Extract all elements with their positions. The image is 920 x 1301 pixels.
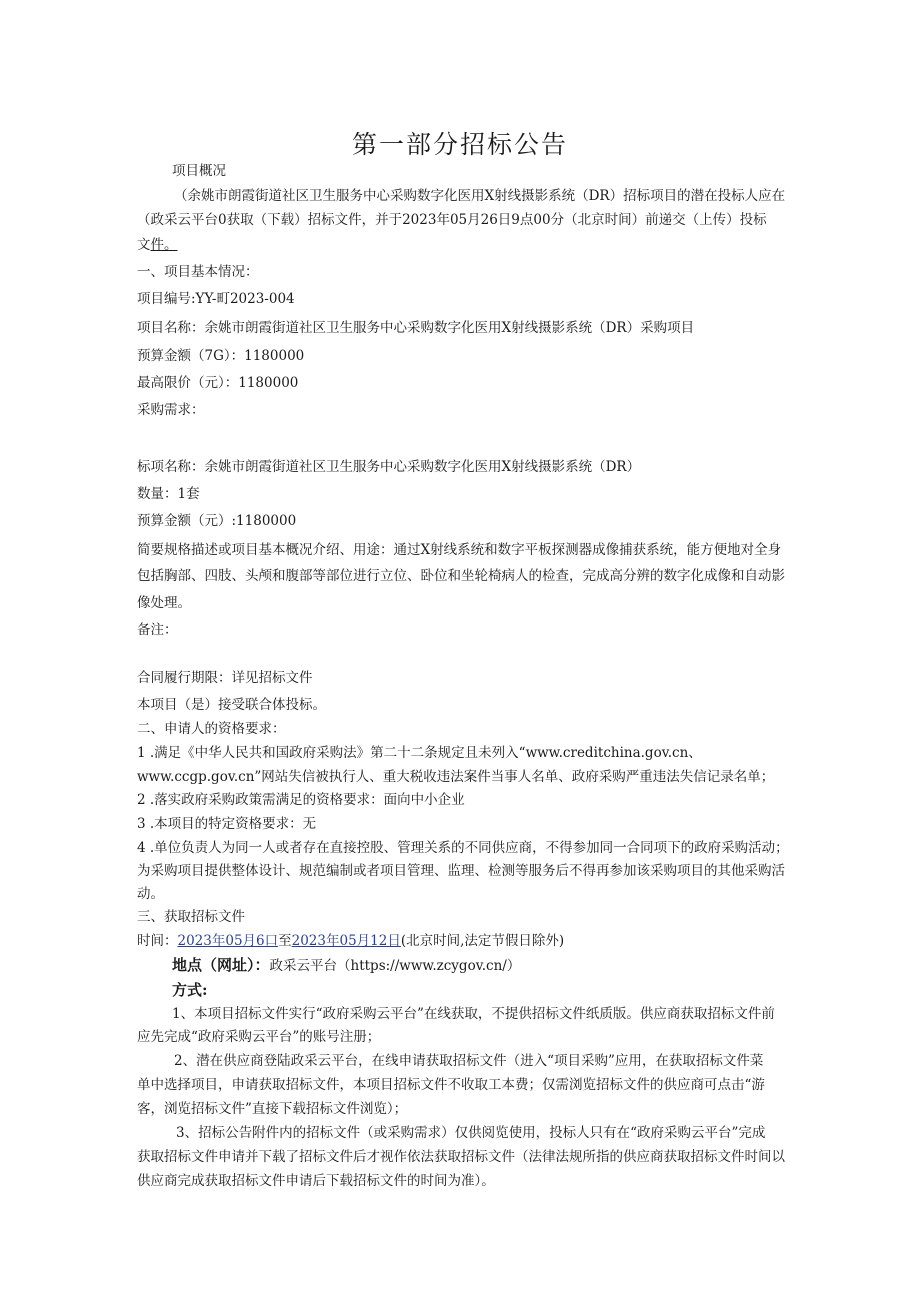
time-note: (北京时间,法定节假日除外) xyxy=(400,933,565,949)
lot-quantity: 数量：1套 xyxy=(137,486,200,502)
section-1-heading: 一、项目基本情况： xyxy=(137,264,259,280)
method-1-line-2: 应先完成“政府采购云平台”的账号注册； xyxy=(137,1029,381,1045)
joint-bidding: 本项目（是）接受联合体投标。 xyxy=(137,697,326,713)
description-line-3: 像处理。 xyxy=(137,595,191,611)
date-start-link[interactable]: 2023年05月6口 xyxy=(177,933,279,949)
page-title: 第一部分招标公告 xyxy=(351,129,568,159)
section-3-heading: 三、获取招标文件 xyxy=(137,909,245,925)
description-line-1: 简要规格描述或项目基本概况介绍、用途：通过X射线系统和数字平板探测器成像捕获系统，能方便地对全身 xyxy=(137,542,782,558)
lot-name: 标项名称：余姚市朗霞街道社区卫生服务中心采购数字化医用X射线摄影系统（DR） xyxy=(137,459,641,475)
overview-heading: 项目概况 xyxy=(172,163,226,179)
requirement-1-line-2: www.ccgp.gov.cn”网站失信被执行人、重大税收违法案件当事人名单、政府采购严重违法失信记录名单； xyxy=(137,769,775,785)
budget-amount: 预算金额（7G）：1180000 xyxy=(137,348,305,364)
requirement-1-line-1: 1 .满足《中华人民共和国政府采购法》第二十二条规定且未列入“www.creditchina.gov.cn、 xyxy=(137,745,702,761)
date-separator: 至 xyxy=(278,933,292,949)
requirement-3: 3 .本项目的特定资格要求：无 xyxy=(137,816,317,832)
method-2-line-3: 客，浏览招标文件”直接下载招标文件浏览）； xyxy=(137,1101,408,1117)
time-label: 时间： xyxy=(137,933,178,949)
method-label: 方式: xyxy=(172,981,208,999)
date-end-link[interactable]: 2023年05月12日 xyxy=(291,933,401,949)
method-3-line-2: 获取招标文件申请并下载了招标文件后才视作依法获取招标文件（法律法规所指的供应商获取招标文件时间以 xyxy=(137,1149,785,1165)
note-label: 备注： xyxy=(137,622,178,638)
method-3-line-1: 3、招标公告附件内的招标文件（或采购需求）仅供阅览使用，投标人只有在“政府采购云平台”完成 xyxy=(176,1125,766,1141)
requirement-4-line-3: 动。 xyxy=(137,886,164,902)
overview-line-2: （政采云平台0获取（下载）招标文件，并于2023年05月26日9点00分（北京时间）前递交（上传）投标 xyxy=(137,212,767,228)
description-line-2: 包括胸部、四肢、头颅和腹部等部位进行立位、卧位和坐轮椅病人的检查，完成高分辨的数字化成像和自动影 xyxy=(137,568,785,584)
overview-line-3-underlined: 件。 xyxy=(150,237,178,253)
method-1-line-1: 1、本项目招标文件实行“政府采购云平台”在线获取，不提供招标文件纸质版。供应商获取招标文件前 xyxy=(172,1006,775,1022)
project-name: 项目名称：余姚市朗霞街道社区卫生服务中心采购数字化医用X射线摄影系统（DR）采购项目 xyxy=(137,320,695,336)
requirement-2: 2 .落实政府采购政策需满足的资格要求：面向中小企业 xyxy=(137,792,465,808)
requirement-4-line-1: 4 .单位负责人为同一人或者存在直接控股、管理关系的不同供应商，不得参加同一合同项下的政府采购活动； xyxy=(137,840,789,856)
section-2-heading: 二、申请人的资格要求： xyxy=(137,721,286,737)
place-label: 地点（网址）： xyxy=(172,956,270,974)
obtain-place xyxy=(172,955,520,976)
project-code: 项目编号:YY-町2023-004 xyxy=(137,291,295,307)
contract-period: 合同履行期限：详见招标文件 xyxy=(137,670,313,686)
method-3-line-3: 供应商完成获取招标文件申请后下载招标文件的时间为准）。 xyxy=(137,1173,495,1189)
overview-line-3-start: 文 xyxy=(137,237,151,253)
max-price: 最高限价（元）：1180000 xyxy=(137,375,299,391)
overview-line-1: （余姚市朗霞街道社区卫生服务中心采购数字化医用X射线摄影系统（DR）招标项目的潜在投标人应在 xyxy=(174,188,786,204)
obtain-time xyxy=(137,931,564,951)
place-value: 政采云平台（https://www.zcygov.cn/） xyxy=(269,958,521,974)
lot-budget: 预算金额（元）:1180000 xyxy=(137,513,297,529)
method-2-line-2: 单中选择项目，申请获取招标文件，本项目招标文件不收取工本费；仅需浏览招标文件的供应商可点击“游 xyxy=(137,1077,765,1093)
requirement-4-line-2: 为采购项目提供整体设计、规范编制或者项目管理、监理、检测等服务后不得再参加该采购项目的其他采购活 xyxy=(137,863,785,879)
method-2-line-1: 2、潜在供应商登陆政采云平台，在线申请获取招标文件（进入“项目采购”应用，在获取招标文件菜 xyxy=(174,1053,764,1069)
overview-line-3 xyxy=(137,235,178,255)
purchase-demand: 采购需求： xyxy=(137,402,205,418)
